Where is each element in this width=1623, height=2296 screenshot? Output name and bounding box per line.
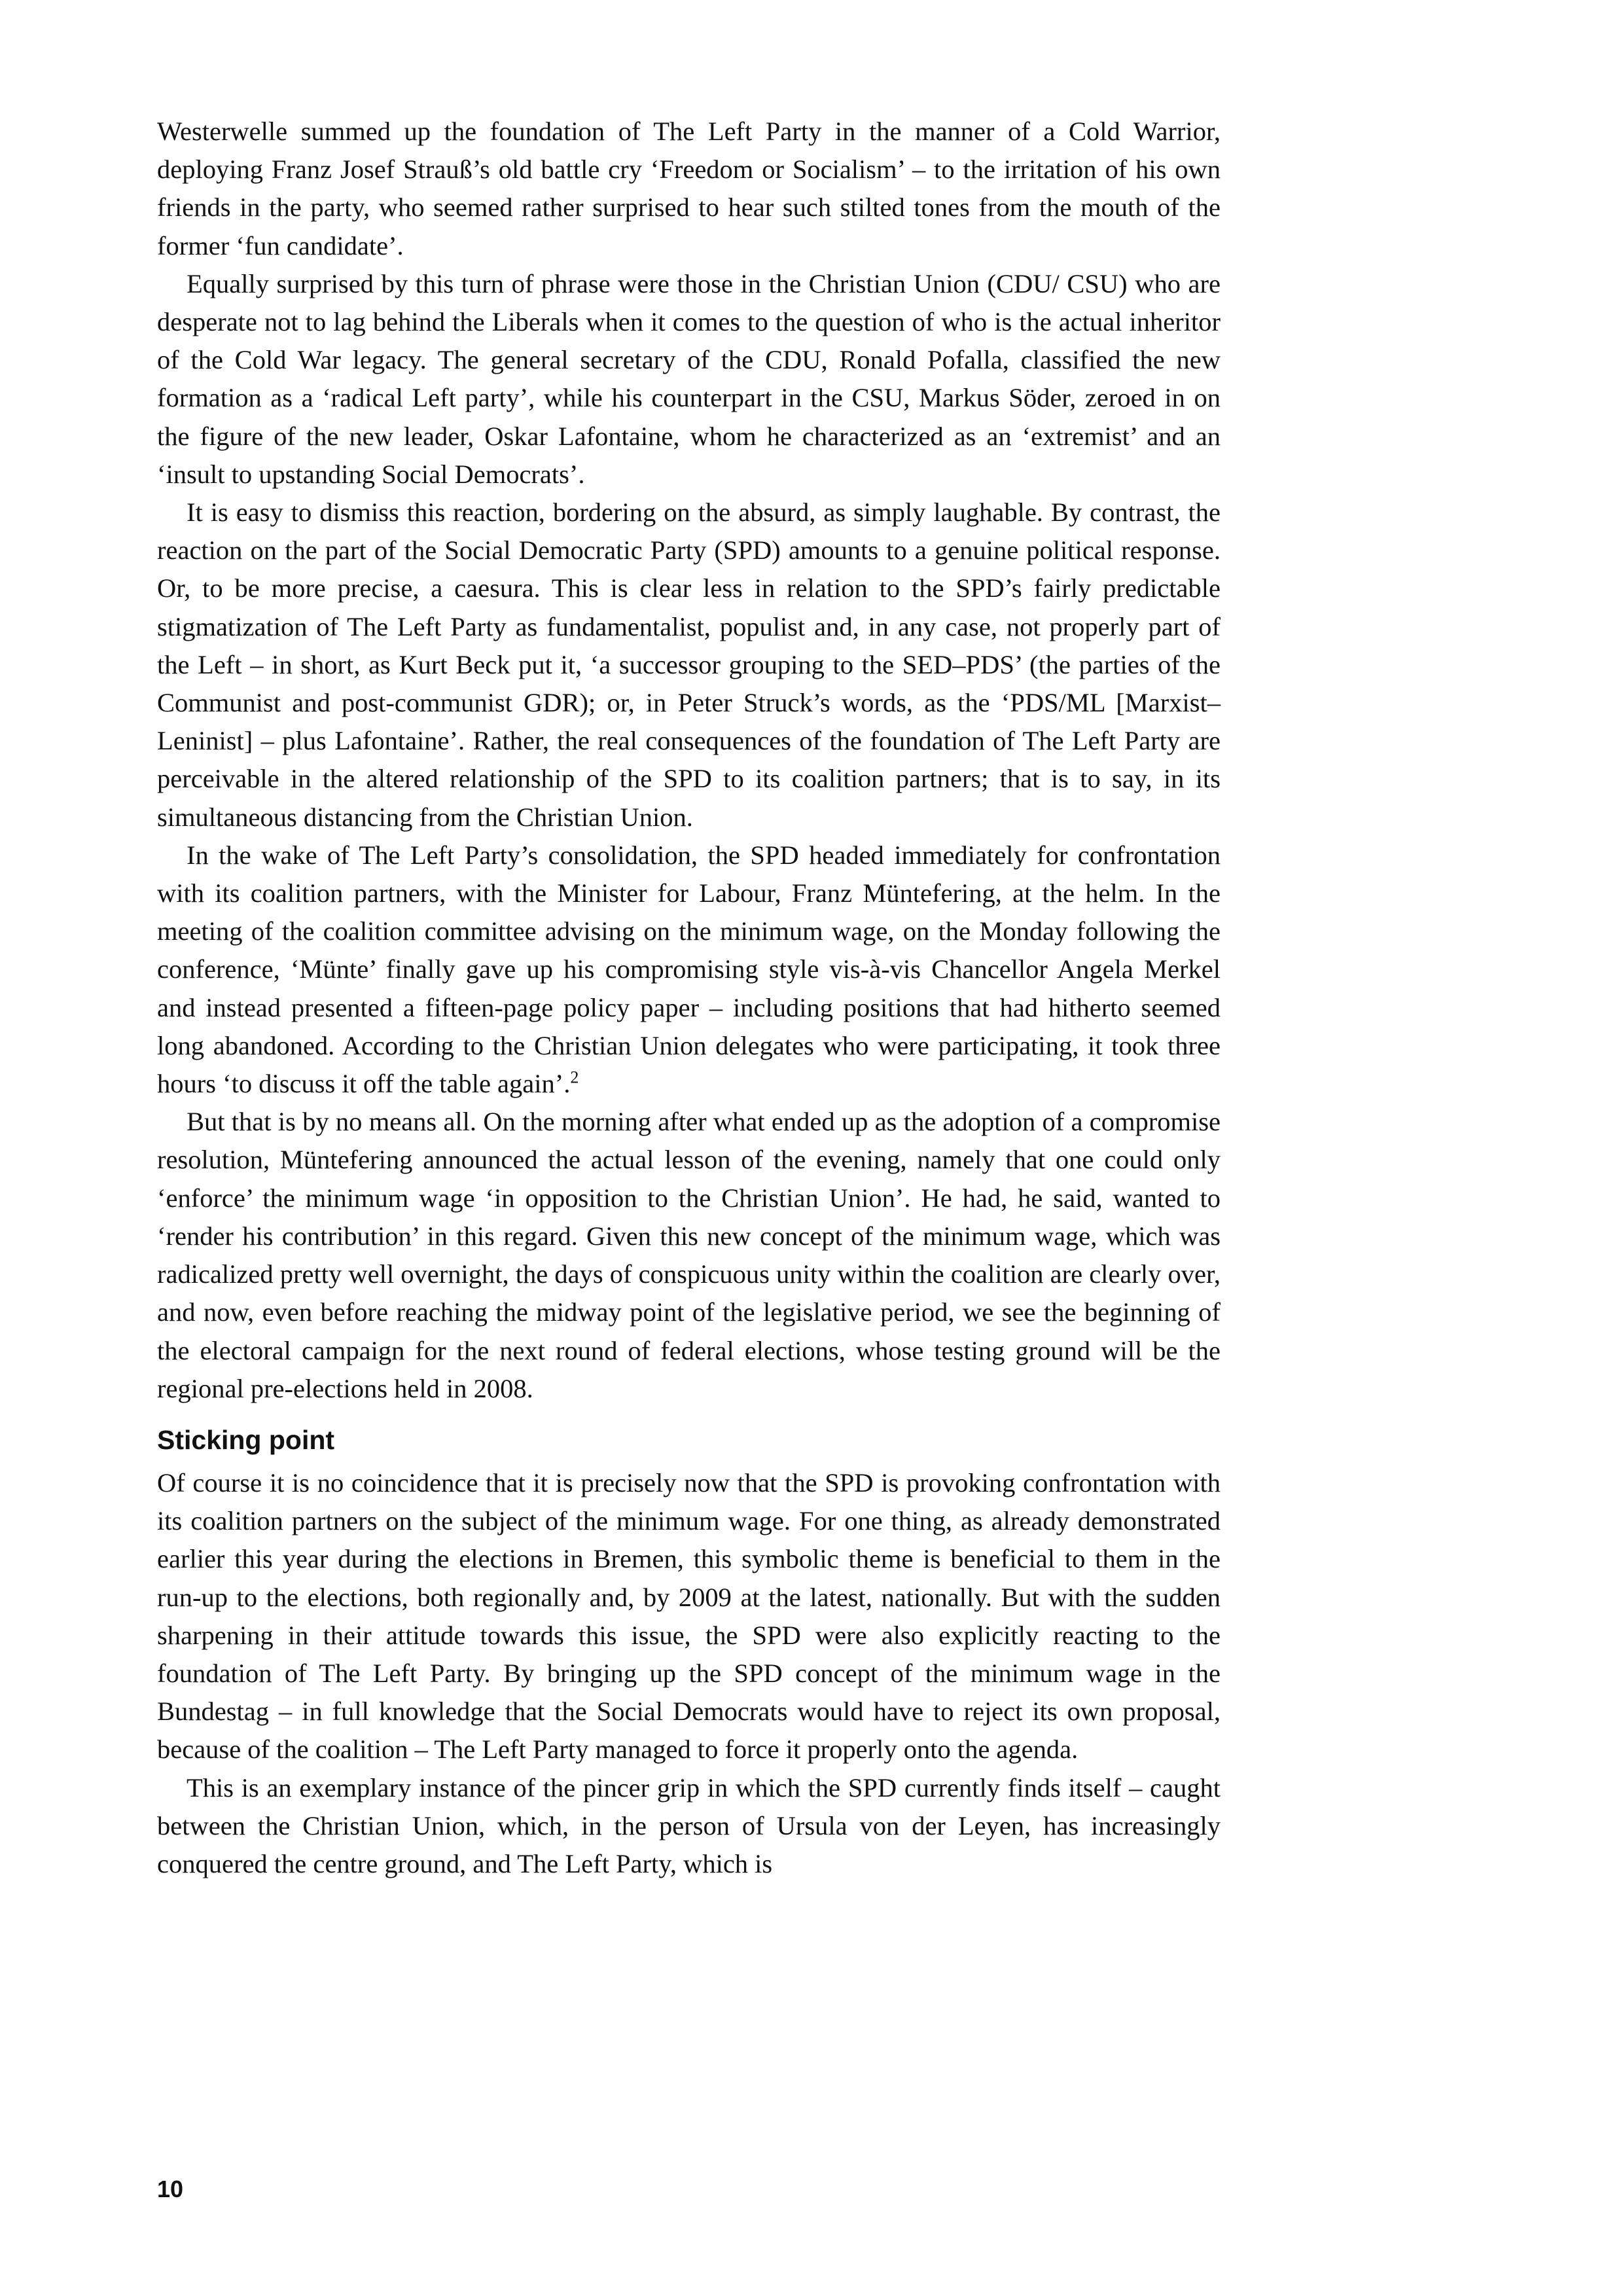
section-heading: Sticking point bbox=[157, 1424, 335, 1455]
page-number: 10 bbox=[157, 2176, 184, 2202]
page-body bbox=[157, 113, 1221, 1883]
paragraph-text: In the wake of The Left Party’s consolidation, the SPD headed immediately for confrontation with its coalition partners, with the Minister for Labour, Franz Müntefering, at the helm. In the meeting of the coalition committee advising on the minimum wage, on the Monday following the conference, ‘Münte’ finally gave up his compromising style vis-à-vis Chancellor Angela Merkel and instead presented a fifteen-page policy paper – including positions that had hitherto seemed long abandoned. According to the Christian Union delegates who were participating, it took three hours ‘to discuss it off the table again’. bbox=[157, 840, 1221, 1099]
paragraph: Westerwelle summed up the foundation of The Left Party in the manner of a Cold Warrior, deploying Franz Josef Strauß’s old battle cry ‘Freedom or Socialism’ – to the irritation of his own friends in the party, who seemed rather surprised to hear such stilted tones from the mouth of the former ‘fun candidate’. bbox=[157, 117, 1221, 260]
paragraph: But that is by no means all. On the morning after what ended up as the adoption of a compromise resolution, Müntefering announced the actual lesson of the evening, namely that one could only ‘enforce’ the minimum wage ‘in opposition to the Christian Union’. He had, he said, wanted to ‘render his contribution’ in this regard. Given this new concept of the minimum wage, which was radicalized pretty well overnight, the days of conspicuous unity within the coalition are clearly over, and now, even before reaching the midway point of the legislative period, we see the beginning of the electoral campaign for the next round of federal elections, whose testing ground will be the regional pre-elections held in 2008. bbox=[157, 1107, 1221, 1403]
paragraph: It is easy to dismiss this reaction, bordering on the absurd, as simply laughable. By contrast, the reaction on the part of the Social Democratic Party (SPD) amounts to a genuine political response. Or, to be more precise, a caesura. This is clear less in relation to the SPD’s fairly predictable stigmatization of The Left Party as fundamentalist, populist and, in any case, not properly part of the Left – in short, as Kurt Beck put it, ‘a successor grouping to the SED–PDS’ (the parties of the Communist and post-communist GDR); or, in Peter Struck’s words, as the ‘PDS/ML [Marxist–Leninist] – plus Lafontaine’. Rather, the real consequences of the foundation of The Left Party are perceivable in the altered relationship of the SPD to its coalition partners; that is to say, in its simultaneous distancing from the Christian Union. bbox=[157, 497, 1221, 832]
paragraph: Of course it is no coincidence that it is precisely now that the SPD is provoking confrontation with its coalition partners on the subject of the minimum wage. For one thing, as already demonstrated earlier this year during the elections in Bremen, this symbolic theme is beneficial to them in the run-up to the elections, both regionally and, by 2009 at the latest, nationally. But with the sudden sharpening in their attitude towards this issue, the SPD were also explicitly reacting to the foundation of The Left Party. By bringing up the SPD concept of the minimum wage in the Bundestag – in full knowledge that the Social Democrats would have to reject its own proposal, because of the coalition – The Left Party managed to force it properly onto the agenda. bbox=[157, 1467, 1221, 1765]
paragraph: Equally surprised by this turn of phrase were those in the Christian Union (CDU/ CSU) who are desperate not to lag behind the Liberals when it comes to the question of who is the actual inheritor of the Cold War legacy. The general secretary of the CDU, Ronald Pofalla, classified the new formation as a ‘radical Left party’, while his counterpart in the CSU, Markus Söder, zeroed in on the figure of the new leader, Oskar Lafontaine, whom he characterized as an ‘extremist’ and an ‘insult to upstanding Social Democrats’. bbox=[157, 268, 1221, 489]
paragraph: This is an exemplary instance of the pincer grip in which the SPD currently finds itself – caught between the Christian Union, which, in the person of Ursula von der Leyen, has increasingly conquered the centre ground, and The Left Party, which is bbox=[157, 1772, 1221, 1878]
paragraph bbox=[157, 836, 1221, 1103]
footnote-marker: 2 bbox=[570, 1067, 579, 1087]
